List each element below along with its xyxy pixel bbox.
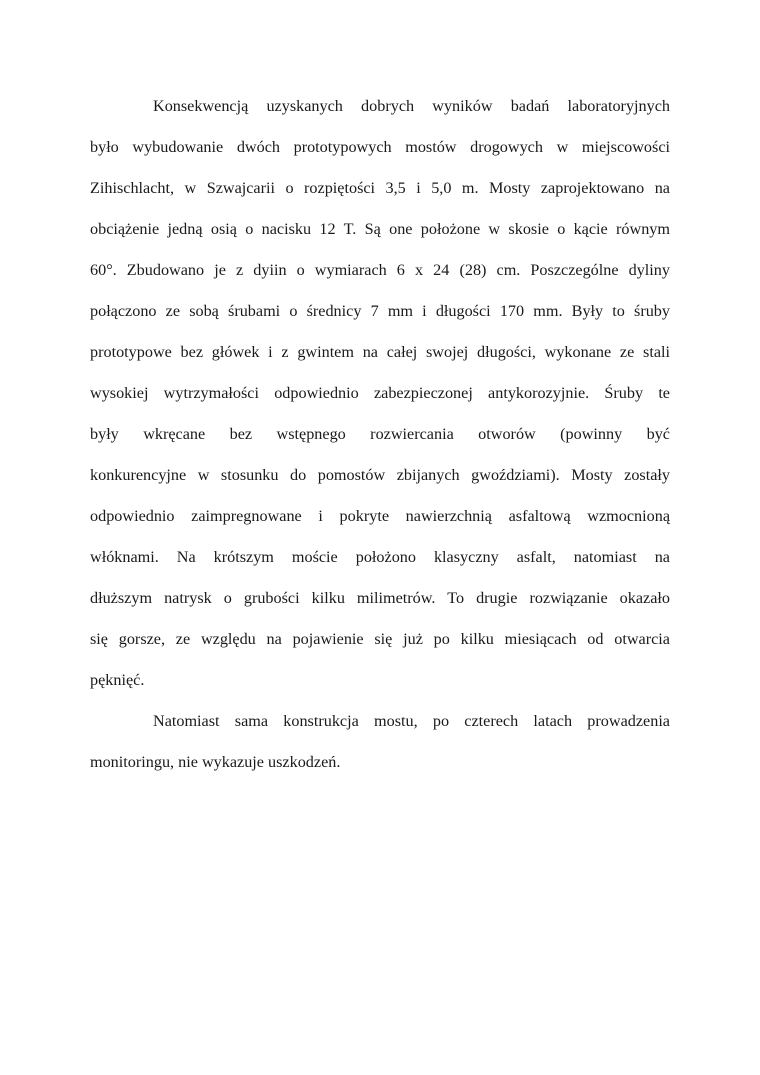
text-line: Konsekwencją uzyskanych dobrych wyników badań laboratoryjnych [153, 97, 670, 115]
text-line: odpowiednio zaimpregnowane i pokryte nawierzchnią asfaltową wzmocnioną [90, 507, 670, 525]
text-line: włóknami. Na krótszym moście położono klasyczny asfalt, natomiast na [90, 548, 670, 566]
text-line: konkurencyjne w stosunku do pomostów zbijanych gwoździami). Mosty zostały [90, 466, 670, 484]
paragraph-2 [90, 701, 670, 783]
text-line: się gorsze, ze względu na pojawienie się już po kilku miesiącach od otwarcia [90, 630, 670, 648]
text-line: monitoringu, nie wykazuje uszkodzeń. [90, 753, 341, 771]
paragraph-1 [90, 86, 670, 701]
text-line: dłuższym natrysk o grubości kilku milimetrów. To drugie rozwiązanie okazało [90, 589, 670, 607]
text-line: wysokiej wytrzymałości odpowiednio zabezpieczonej antykorozyjnie. Śruby te [90, 384, 670, 402]
text-line: obciążenie jedną osią o nacisku 12 T. Są one położone w skosie o kącie równym [90, 220, 670, 238]
text-line: połączono ze sobą śrubami o średnicy 7 mm i długości 170 mm. Były to śruby [90, 302, 670, 320]
text-line: pęknięć. [90, 671, 145, 689]
text-line: prototypowe bez główek i z gwintem na całej swojej długości, wykonane ze stali [90, 343, 670, 361]
text-line: Zihischlacht, w Szwajcarii o rozpiętości 3,5 i 5,0 m. Mosty zaprojektowano na [90, 179, 670, 197]
document-body [90, 86, 670, 783]
text-line: 60°. Zbudowano je z dyiin o wymiarach 6 x 24 (28) cm. Poszczególne dyliny [90, 261, 670, 279]
text-line: Natomiast sama konstrukcja mostu, po czterech latach prowadzenia [153, 712, 670, 730]
text-line: było wybudowanie dwóch prototypowych mostów drogowych w miejscowości [90, 138, 670, 156]
text-line: były wkręcane bez wstępnego rozwiercania otworów (powinny być [90, 425, 670, 443]
